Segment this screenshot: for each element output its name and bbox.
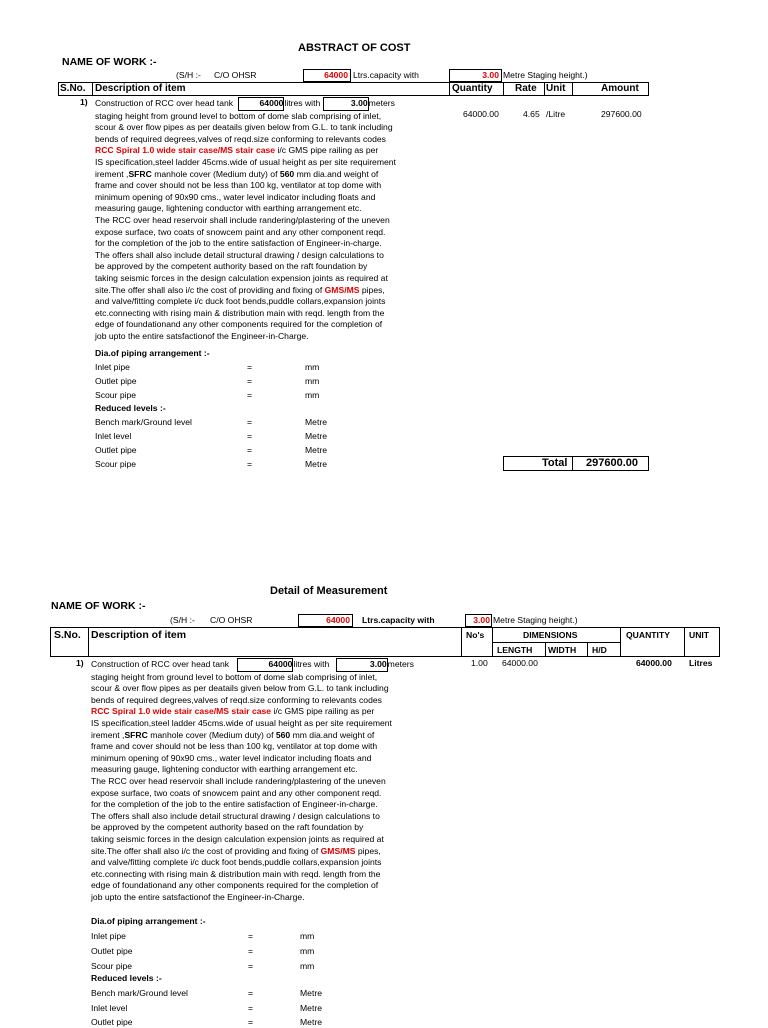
abstract-header-unit: Unit [546,83,566,94]
measurement-header-dimensions: DIMENSIONS [523,630,578,640]
abstract-level-bench-eq: = [247,417,253,427]
abstract-level-inlet-unit: Metre [305,431,327,441]
measurement-name-of-work: NAME OF WORK :- [51,600,146,612]
m-item-line-15: be approved by the competent authority based on the raft foundation by [91,822,364,833]
m-item-height-value: 3.00 [336,658,388,672]
measurement-header-width: WIDTH [548,645,577,655]
abstract-piping-scour-eq: = [247,390,253,400]
item-line-3: scour & over flow pipes as per deatails given below from G.L. to tank including [95,122,393,133]
measurement-piping-inlet-label: Inlet pipe [91,931,126,941]
measurement-header-description: Description of item [91,629,187,641]
item-line-1b: litres with [284,98,321,108]
abstract-piping-scour-unit: mm [305,390,320,400]
item-line-4: bends of required degrees,valves of reqd.size conforming to relevants codes [95,133,386,144]
abstract-item-quantity: 64000.00 [463,109,499,119]
item-line-17-red: GMS/MS [324,284,360,295]
abstract-piping-outlet-unit: mm [305,376,320,386]
m-item-line-21: job upto the entire satsfactionof the Engineer-in-Charge. [91,891,305,902]
measurement-staging-box [465,614,492,627]
measurement-level-bench-unit: Metre [300,988,322,998]
item-line-21: job upto the entire satsfactionof the Engineer-in-Charge. [95,330,309,341]
item-line-7c: manhole cover (Medium duty) of [151,168,280,179]
abstract-levels-heading: Reduced levels :- [95,403,166,413]
measurement-item-length: 64000.00 [502,658,538,668]
measurement-item-sno: 1) [76,658,84,668]
m-item-line-7e: mm dia.and weight of [290,729,375,740]
measurement-item-nos: 1.00 [471,658,488,668]
abstract-piping-outlet-eq: = [247,376,253,386]
abstract-piping-inlet-eq: = [247,362,253,372]
m-item-line-1b: litres with [293,659,330,669]
measurement-staging-text: Metre Staging height.) [493,615,578,625]
measurement-piping-outlet-eq: = [248,946,254,956]
item-line-12: expose surface, two coats of snowcem paint and any other component reqd. [95,226,386,237]
m-item-capacity-value: 64000 [237,658,293,672]
m-item-line-19: etc.connecting with rising main & distribution main with reqd. length from the [91,868,381,879]
item-line-10: measuring gauge, lightening conductor with earthing arrangement etc. [95,203,362,214]
measurement-piping-inlet-unit: mm [300,931,315,941]
abstract-staging-box [449,69,502,82]
item-line-11: The RCC over head reservoir shall include randering/plastering of the uneven [95,214,390,225]
item-line-17b: pipes, [359,284,385,295]
m-item-line-7a: irement , [91,729,125,740]
measurement-level-inlet-label: Inlet level [91,1003,128,1013]
m-item-line-1c: meters [387,659,414,669]
abstract-sh-prefix: (S/H :- [176,70,201,80]
measurement-level-outlet-label: Outlet pipe [91,1017,133,1027]
m-item-line-14: The offers shall also include detail structural drawing / design calculations to [91,810,380,821]
item-line-16: taking seismic forces in the design calculation expension joints as required at [95,272,388,283]
m-item-line-2: staging height from ground level to bottom of dome slab comprising of inlet, [91,671,378,682]
abstract-level-outlet-label: Outlet pipe [95,445,137,455]
measurement-levels-heading: Reduced levels :- [91,973,162,983]
measurement-level-outlet-eq: = [248,1017,254,1027]
abstract-location: C/O OHSR [214,70,257,80]
abstract-name-of-work: NAME OF WORK :- [62,56,157,68]
abstract-level-bench-label: Bench mark/Ground level [95,417,192,427]
abstract-level-inlet-label: Inlet level [95,431,132,441]
measurement-capacity-box [298,614,353,627]
abstract-staging-value: 3.00 [482,70,499,80]
item-line-13: for the completion of the job to the entire satisfaction of Engineer-in-charge. [95,238,382,249]
item-line-8: frame and cover should not be less than 100 kg, ventilator at top dome with [95,180,382,191]
measurement-item-unit: Litres [689,658,713,668]
abstract-piping-scour-label: Scour pipe [95,390,137,400]
measurement-header-length: LENGTH [497,645,533,655]
measurement-level-inlet-unit: Metre [300,1003,322,1013]
measurement-item-description [91,658,461,903]
m-item-line-20: edge of foundationand any other components required for the completion of [91,880,379,891]
m-item-line-7c: manhole cover (Medium duty) of [147,729,276,740]
m-item-line-7b: SFRC [124,729,148,740]
abstract-item-sno: 1) [80,97,88,107]
m-item-line-17-red: GMS/MS [320,845,356,856]
item-line-18: and valve/fitting complete i/c duck foot bends,puddle collars,expansion joints [95,296,386,307]
abstract-total-label: Total [542,457,568,469]
measurement-capacity-text: Ltrs.capacity with [362,615,435,625]
abstract-level-scour-eq: = [247,459,253,469]
abstract-level-scour-label: Scour pipe [95,459,137,469]
m-item-line-18: and valve/fitting complete i/c duck foot bends,puddle collars,expansion joints [91,857,382,868]
measurement-level-inlet-eq: = [248,1003,254,1013]
abstract-level-outlet-unit: Metre [305,445,327,455]
abstract-capacity-text: Ltrs.capacity with [353,70,419,80]
measurement-capacity-value: 64000 [326,615,350,625]
measurement-piping-scour-eq: = [248,961,254,971]
abstract-capacity-box [303,69,351,82]
abstract-piping-inlet-unit: mm [305,362,320,372]
item-line-1a: Construction of RCC over head tank [95,98,234,108]
abstract-item-unit: /Litre [546,109,566,119]
measurement-header-unit: UNIT [689,630,710,640]
m-item-line-1a: Construction of RCC over head tank [91,659,230,669]
measurement-sh-prefix: (S/H :- [170,615,195,625]
item-line-20: edge of foundationand any other components required for the completion of [95,319,383,330]
item-line-19: etc.connecting with rising main & distribution main with reqd. length from the [95,307,385,318]
item-line-7b: SFRC [128,168,152,179]
m-item-line-6: IS specification,steel ladder 45cms.wide of usual height as per site requirement [91,717,392,728]
m-item-line-3: scour & over flow pipes as per deatails given below from G.L. to tank including [91,683,389,694]
abstract-header-sno: S.No. [60,83,86,94]
measurement-piping-outlet-label: Outlet pipe [91,946,133,956]
item-capacity-value: 64000 [238,97,284,111]
m-item-line-12: expose surface, two coats of snowcem paint and any other component reqd. [91,787,382,798]
m-item-line-4: bends of required degrees,valves of reqd.size conforming to relevants codes [91,694,382,705]
item-line-5-red: RCC Spiral 1.0 wide stair case/MS stair case [95,145,276,156]
measurement-location: C/O OHSR [210,615,253,625]
abstract-item-rate: 4.65 [523,109,540,119]
measurement-header-sno: S.No. [54,629,81,641]
measurement-level-outlet-unit: Metre [300,1017,322,1027]
measurement-piping-scour-unit: mm [300,961,315,971]
measurement-header-nos: No's [466,630,485,640]
item-line-6: IS specification,steel ladder 45cms.wide of usual height as per site requirement [95,156,396,167]
m-item-line-13: for the completion of the job to the entire satisfaction of Engineer-in-charge. [91,799,378,810]
abstract-piping-inlet-label: Inlet pipe [95,362,130,372]
measurement-level-bench-label: Bench mark/Ground level [91,988,188,998]
measurement-item-quantity: 64000.00 [636,658,672,668]
abstract-header-quantity: Quantity [452,83,493,94]
item-height-value: 3.00 [323,97,369,111]
abstract-level-bench-unit: Metre [305,417,327,427]
item-line-7e: mm dia.and weight of [294,168,379,179]
abstract-piping-outlet-label: Outlet pipe [95,376,137,386]
item-line-1c: meters [368,98,395,108]
abstract-level-outlet-eq: = [247,445,253,455]
m-item-line-5: i/c GMS pipe railing as per [271,706,375,717]
m-item-line-9: minimum opening of 90x90 cms., water level indicator including floats and [91,752,372,763]
abstract-header-description: Description of item [95,83,186,94]
measurement-header-quantity: QUANTITY [626,630,670,640]
measurement-level-bench-eq: = [248,988,254,998]
abstract-header-rate: Rate [515,83,537,94]
m-item-line-17b: pipes, [355,845,381,856]
abstract-title: ABSTRACT OF COST [298,42,411,54]
abstract-item-amount: 297600.00 [601,109,642,119]
measurement-piping-heading: Dia.of piping arrangement :- [91,916,206,926]
item-line-5: i/c GMS pipe railing as per [275,145,379,156]
m-item-line-7d: 560 [275,729,291,740]
measurement-title: Detail of Measurement [270,585,388,597]
abstract-header-amount: Amount [601,83,639,94]
item-line-7d: 560 [279,168,295,179]
item-line-17a: site.The offer shall also i/c the cost of providing and fixing of [95,284,325,295]
measurement-staging-value: 3.00 [473,615,490,625]
abstract-level-inlet-eq: = [247,431,253,441]
item-line-14: The offers shall also include detail structural drawing / design calculations to [95,249,384,260]
abstract-piping-heading: Dia.of piping arrangement :- [95,348,210,358]
m-item-line-16: taking seismic forces in the design calculation expension joints as required at [91,833,384,844]
abstract-item-description [95,97,465,342]
m-item-line-5-red: RCC Spiral 1.0 wide stair case/MS stair case [91,706,272,717]
m-item-line-11: The RCC over head reservoir shall include randering/plastering of the uneven [91,775,386,786]
abstract-total-value: 297600.00 [586,457,638,469]
abstract-level-scour-unit: Metre [305,459,327,469]
measurement-header-hd: H/D [592,645,607,655]
item-line-9: minimum opening of 90x90 cms., water level indicator including floats and [95,191,376,202]
m-item-line-17a: site.The offer shall also i/c the cost of providing and fixing of [91,845,321,856]
item-line-7a: irement , [95,168,129,179]
m-item-line-10: measuring gauge, lightening conductor with earthing arrangement etc. [91,764,358,775]
item-line-2: staging height from ground level to bottom of dome slab comprising of inlet, [95,110,382,121]
measurement-piping-inlet-eq: = [248,931,254,941]
measurement-piping-scour-label: Scour pipe [91,961,133,971]
item-line-15: be approved by the competent authority based on the raft foundation by [95,261,368,272]
abstract-staging-text: Metre Staging height.) [503,70,588,80]
measurement-piping-outlet-unit: mm [300,946,315,956]
abstract-capacity-value: 64000 [324,70,348,80]
m-item-line-8: frame and cover should not be less than 100 kg, ventilator at top dome with [91,741,378,752]
